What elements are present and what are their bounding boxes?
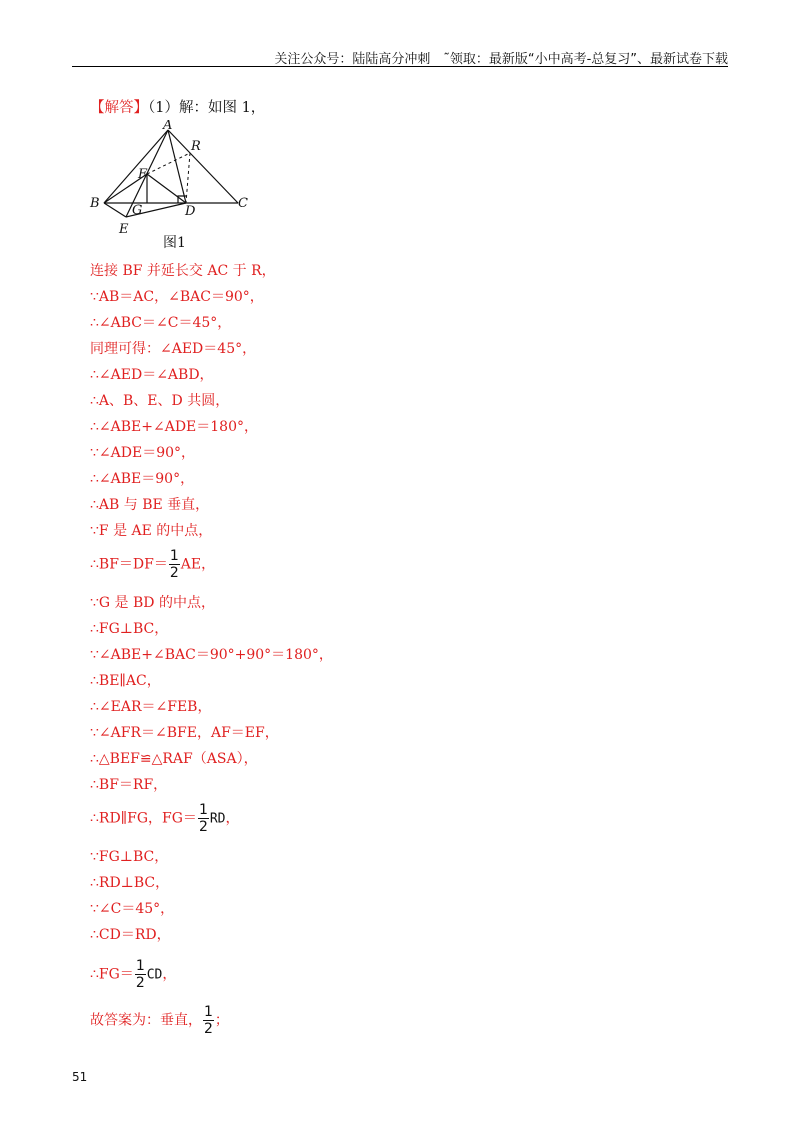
proof-line: ∴AB 与 BE 垂直， xyxy=(90,497,210,513)
proof-line: ∵∠AFR＝∠BFE，AF＝EF， xyxy=(90,725,279,741)
proof-line: ∵G 是 BD 的中点， xyxy=(90,595,215,611)
fraction: $\frac{1}{2}$ xyxy=(135,958,145,991)
proof-line: ∵FG⊥BC， xyxy=(90,849,169,865)
page-header xyxy=(72,44,728,67)
proof-line: ∴CD＝RD， xyxy=(90,927,171,943)
label-G: G xyxy=(132,203,143,218)
proof-line: 连接 BF 并延长交 AC 于 R， xyxy=(90,263,276,279)
answer-tag: 【解答】 xyxy=(90,100,148,116)
segment-AB xyxy=(104,130,168,203)
proof-line: ∵∠C＝45°， xyxy=(90,901,175,917)
proof-line: 同理可得：∠AED＝45°， xyxy=(90,341,257,357)
proof-line-fraction: ∴BF＝DF＝ $\frac{1}{2}$ AE， xyxy=(90,548,216,581)
proof-line: ∴∠EAR＝∠FEB， xyxy=(90,699,212,715)
fraction: $\frac{1}{2}$ xyxy=(169,548,179,581)
segment-AC xyxy=(168,130,238,203)
proof-line: ∴△BEF≌△RAF（ASA）， xyxy=(90,751,258,767)
proof-line: ∴FG⊥BC， xyxy=(90,621,169,637)
figure-caption: 图1 xyxy=(163,235,186,251)
proof-line: ∴A、B、E、D 共圆， xyxy=(90,393,230,409)
proof-line: ∵∠ABE+∠BAC＝90°+90°＝180°， xyxy=(90,647,333,663)
label-A: A xyxy=(163,120,173,133)
proof-line: ∴∠ABE＝90°， xyxy=(90,471,195,487)
proof-line: ∵F 是 AE 的中点， xyxy=(90,523,213,539)
header-text: 关注公众号：陆陆高分冲刺 ˜领取：最新版“小中高考-总复习”、最新试卷下载 xyxy=(274,52,728,67)
segment-BE xyxy=(104,203,126,217)
proof-line: ∴∠AED＝∠ABD， xyxy=(90,367,214,383)
label-C: C xyxy=(238,196,248,211)
fraction: $\frac{1}{2}$ xyxy=(204,1004,213,1037)
segment-RD-dashed xyxy=(186,153,190,203)
segment-FR-dashed xyxy=(147,153,190,174)
proof-line: ∴BF＝RF， xyxy=(90,777,168,793)
label-F: F xyxy=(138,167,148,182)
answer-line-fraction: 故答案为：垂直， $\frac{1}{2}$ ； xyxy=(90,1004,229,1037)
geometry-figure xyxy=(88,120,268,235)
label-R: R xyxy=(191,139,201,154)
answer-heading xyxy=(90,96,265,117)
proof-line: ∵∠ADE＝90°， xyxy=(90,445,196,461)
label-E: E xyxy=(119,222,129,235)
answer-intro: （1）解：如图 1， xyxy=(148,100,266,116)
fraction: $\frac{1}{2}$ xyxy=(198,802,208,835)
label-B: B xyxy=(90,196,100,211)
proof-line: ∴BE∥AC， xyxy=(90,673,161,689)
proof-line: ∴RD⊥BC， xyxy=(90,875,170,891)
proof-line: ∵AB＝AC，∠BAC＝90°， xyxy=(90,289,264,305)
page-number: 51 xyxy=(72,1070,88,1084)
proof-line-fraction: ∴FG＝ $\frac{1}{2}$ CD， xyxy=(90,958,177,991)
label-D: D xyxy=(185,204,196,219)
proof-line: ∴∠ABC＝∠C＝45°， xyxy=(90,315,232,331)
proof-line-fraction: ∴RD∥FG，FG＝ $\frac{1}{2}$ RD， xyxy=(90,802,240,835)
proof-line: ∴∠ABE+∠ADE＝180°， xyxy=(90,419,258,435)
